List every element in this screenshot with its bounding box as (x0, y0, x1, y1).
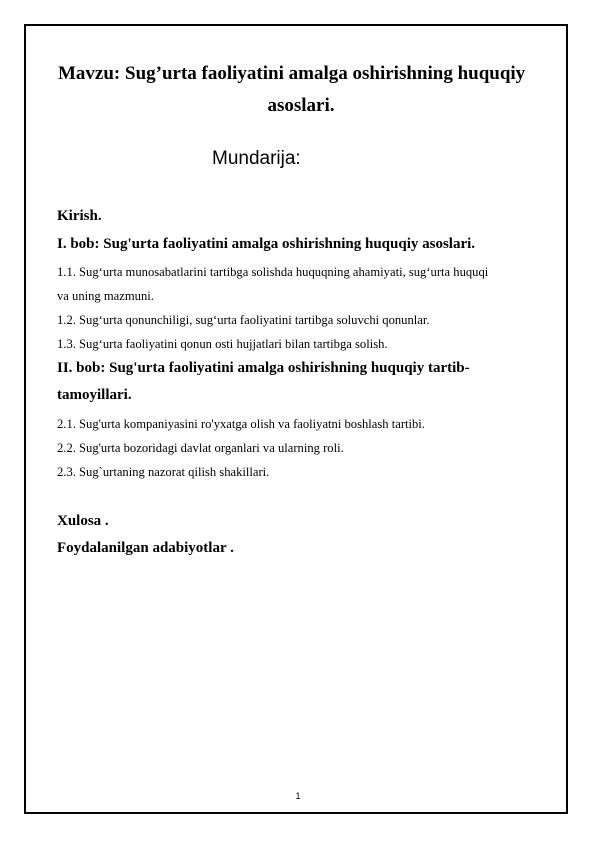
toc-references: Foydalanilgan adabiyotlar . (57, 540, 234, 556)
toc-section-2-2: 2.2. Sug'urta bozoridagi davlat organlari va ularning roli. (57, 441, 344, 455)
toc-section-2-3: 2.3. Sug`urtaning nazorat qilish shakillari. (57, 465, 270, 479)
toc-section-1-1: 1.1. Sug‘urta munosabatlarini tartibga solishda huquqning ahamiyati, sug‘urta huquqi (57, 265, 489, 279)
toc-section-1-2: 1.2. Sug‘urta qonunchiligi, sug‘urta faoliyatini tartibga soluvchi qonunlar. (57, 313, 430, 327)
toc-intro: Kirish. (57, 208, 102, 224)
toc-section-2-1: 2.1. Sug'urta kompaniyasini ro'yxatga olish va faoliyatni boshlash tartibi. (57, 417, 425, 431)
toc-conclusion: Xulosa . (57, 513, 109, 529)
toc-chapter-2-continuation: tamoyillari. (57, 387, 132, 403)
toc-chapter-2: II. bob: Sug'urta faoliyatini amalga oshirishning huquqiy tartib- (57, 360, 470, 376)
toc-section-1-1-continuation: va uning mazmuni. (57, 289, 154, 303)
page-number: 1 (295, 791, 301, 801)
toc-chapter-1: I. bob: Sug'urta faoliyatini amalga oshirishning huquqiy asoslari. (57, 236, 476, 252)
document-title: Mavzu: Sug’urta faoliyatini amalga oshirishning huquqiy (58, 63, 526, 84)
document-title-continuation: asoslari. (267, 95, 335, 116)
contents-heading: Mundarija: (212, 148, 301, 169)
toc-section-1-3: 1.3. Sug‘urta faoliyatini qonun osti hujjatlari bilan tartibga solish. (57, 337, 388, 351)
